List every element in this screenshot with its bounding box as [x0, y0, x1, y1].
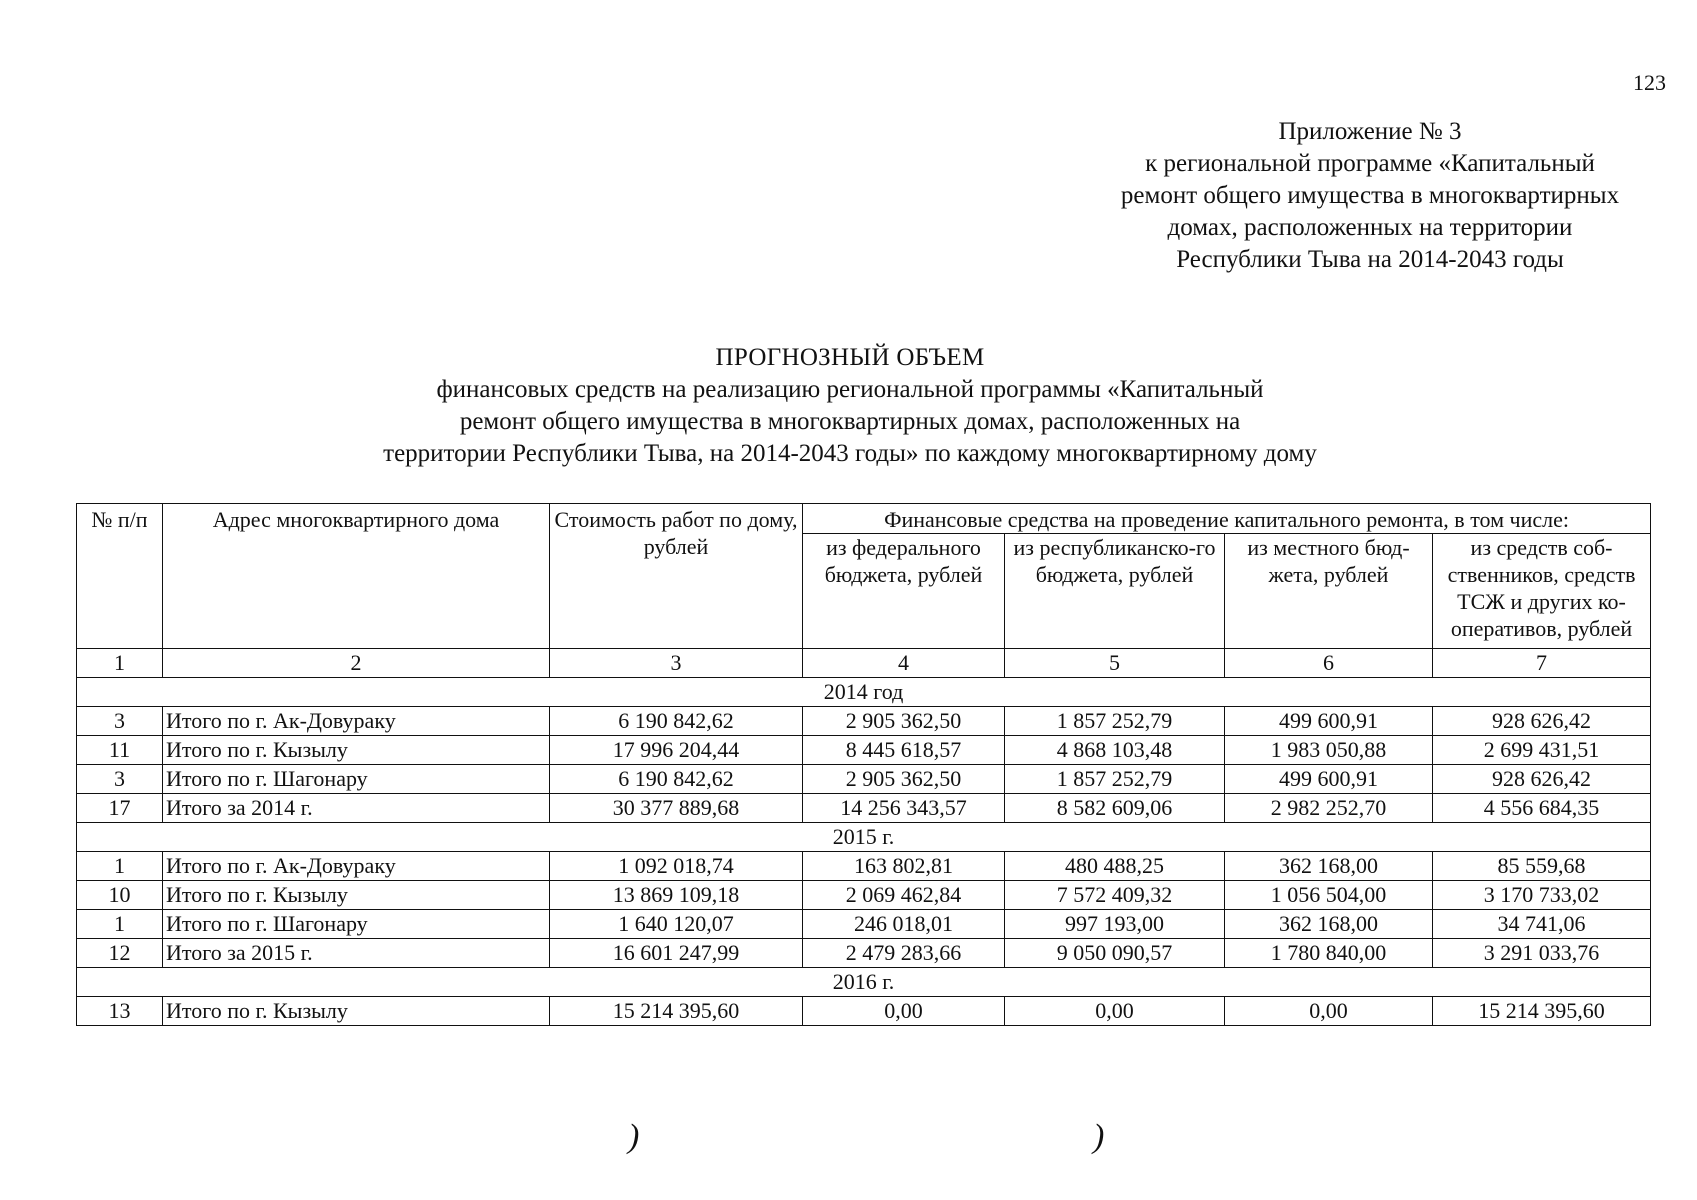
cell-republic: 7 572 409,32	[1005, 881, 1225, 910]
year-label: 2015 г.	[77, 823, 1651, 852]
cell-republic: 1 857 252,79	[1005, 707, 1225, 736]
cell-count: 17	[77, 794, 163, 823]
cell-federal: 2 905 362,50	[803, 707, 1005, 736]
table-row	[77, 852, 1651, 881]
cell-owners: 4 556 684,35	[1433, 794, 1651, 823]
cell-federal: 14 256 343,57	[803, 794, 1005, 823]
cell-owners: 15 214 395,60	[1433, 997, 1651, 1026]
header-owners: из средств соб-ственников, средств ТСЖ и других ко-оперативов, рублей	[1433, 534, 1651, 649]
cell-count: 1	[77, 852, 163, 881]
appendix-line: ремонт общего имущества в многоквартирных	[1120, 182, 1620, 209]
cell-owners: 928 626,42	[1433, 707, 1651, 736]
cell-republic: 0,00	[1005, 997, 1225, 1026]
cell-owners: 2 699 431,51	[1433, 736, 1651, 765]
cell-federal: 2 069 462,84	[803, 881, 1005, 910]
table-row	[77, 881, 1651, 910]
title-line: финансовых средств на реализацию региональной программы «Капитальный	[436, 376, 1264, 403]
table-row-total	[77, 794, 1651, 823]
cell-cost: 13 869 109,18	[550, 881, 803, 910]
cell-owners: 85 559,68	[1433, 852, 1651, 881]
header-financing: Финансовые средства на проведение капитального ремонта, в том числе:	[803, 504, 1651, 534]
cell-count: 13	[77, 997, 163, 1026]
cell-local: 362 168,00	[1225, 910, 1433, 939]
cell-republic: 997 193,00	[1005, 910, 1225, 939]
cell-address: Итого по г. Кызылу	[163, 736, 550, 765]
cell-republic: 4 868 103,48	[1005, 736, 1225, 765]
year-label: 2016 г.	[77, 968, 1651, 997]
cell-federal: 163 802,81	[803, 852, 1005, 881]
cell-republic: 8 582 609,06	[1005, 794, 1225, 823]
table-row-total	[77, 939, 1651, 968]
cell-local: 1 983 050,88	[1225, 736, 1433, 765]
appendix-line: Приложение № 3	[1278, 118, 1462, 145]
cell-local: 499 600,91	[1225, 765, 1433, 794]
year-section-row	[77, 678, 1651, 707]
cell-federal: 2 479 283,66	[803, 939, 1005, 968]
table-row	[77, 910, 1651, 939]
cell-local: 362 168,00	[1225, 852, 1433, 881]
cell-cost: 16 601 247,99	[550, 939, 803, 968]
cell-address: Итого по г. Шагонару	[163, 910, 550, 939]
title-line: ремонт общего имущества в многоквартирных домах, расположенных на	[459, 408, 1241, 435]
cell-federal: 8 445 618,57	[803, 736, 1005, 765]
cell-count: 3	[77, 765, 163, 794]
cell-owners: 34 741,06	[1433, 910, 1651, 939]
appendix-line: Республики Тыва на 2014-2043 годы	[1176, 246, 1564, 273]
appendix-note	[1060, 116, 1680, 276]
cell-local: 0,00	[1225, 997, 1433, 1026]
cell-address: Итого по г. Кызылу	[163, 997, 550, 1026]
cell-address: Итого по г. Кызылу	[163, 881, 550, 910]
appendix-line: домах, расположенных на территории	[1167, 214, 1573, 241]
cell-address: Итого за 2014 г.	[163, 794, 550, 823]
page-number: 123	[1633, 70, 1666, 95]
header-republic: из республиканско-го бюджета, рублей	[1005, 534, 1225, 649]
cell-address: Итого по г. Ак-Довураку	[163, 852, 550, 881]
title-line: территории Республики Тыва, на 2014-2043 годы» по каждому многоквартирному дому	[383, 440, 1317, 467]
cell-owners: 3 291 033,76	[1433, 939, 1651, 968]
cell-owners: 928 626,42	[1433, 765, 1651, 794]
table-row	[77, 997, 1651, 1026]
column-number-row	[77, 649, 1651, 678]
column-number: 4	[803, 649, 1005, 678]
header-federal: из федерального бюджета, рублей	[803, 534, 1005, 649]
cell-address: Итого по г. Шагонару	[163, 765, 550, 794]
cell-count: 3	[77, 707, 163, 736]
table-row	[77, 736, 1651, 765]
column-number: 1	[77, 649, 163, 678]
table-row	[77, 707, 1651, 736]
cell-address: Итого за 2015 г.	[163, 939, 550, 968]
cell-cost: 6 190 842,62	[550, 765, 803, 794]
cell-address: Итого по г. Ак-Довураку	[163, 707, 550, 736]
cell-local: 2 982 252,70	[1225, 794, 1433, 823]
header-address: Адрес многоквартирного дома	[163, 504, 550, 649]
header-no: № п/п	[77, 504, 163, 649]
cell-owners: 3 170 733,02	[1433, 881, 1651, 910]
cell-count: 12	[77, 939, 163, 968]
cell-cost: 1 092 018,74	[550, 852, 803, 881]
cell-local: 1 056 504,00	[1225, 881, 1433, 910]
cell-federal: 246 018,01	[803, 910, 1005, 939]
cell-republic: 480 488,25	[1005, 852, 1225, 881]
cell-republic: 1 857 252,79	[1005, 765, 1225, 794]
cell-local: 1 780 840,00	[1225, 939, 1433, 968]
year-section-row	[77, 823, 1651, 852]
column-number: 3	[550, 649, 803, 678]
column-number: 2	[163, 649, 550, 678]
cell-federal: 0,00	[803, 997, 1005, 1026]
appendix-line: к региональной программе «Капитальный	[1145, 150, 1595, 177]
financing-table	[76, 503, 1651, 1026]
cell-cost: 1 640 120,07	[550, 910, 803, 939]
document-title	[230, 342, 1470, 470]
header-local: из местного бюд-жета, рублей	[1225, 534, 1433, 649]
cell-republic: 9 050 090,57	[1005, 939, 1225, 968]
cell-count: 11	[77, 736, 163, 765]
cell-local: 499 600,91	[1225, 707, 1433, 736]
cell-count: 1	[77, 910, 163, 939]
signature-mark: )	[628, 1118, 640, 1155]
column-number: 5	[1005, 649, 1225, 678]
cell-cost: 15 214 395,60	[550, 997, 803, 1026]
cell-cost: 6 190 842,62	[550, 707, 803, 736]
year-label: 2014 год	[77, 678, 1651, 707]
cell-cost: 17 996 204,44	[550, 736, 803, 765]
signature-mark: )	[1093, 1118, 1105, 1155]
header-cost: Стоимость работ по дому, рублей	[550, 504, 803, 649]
title-main: ПРОГНОЗНЫЙ ОБЪЕМ	[715, 344, 985, 371]
column-number: 6	[1225, 649, 1433, 678]
table-row	[77, 765, 1651, 794]
cell-federal: 2 905 362,50	[803, 765, 1005, 794]
column-number: 7	[1433, 649, 1651, 678]
year-section-row	[77, 968, 1651, 997]
cell-count: 10	[77, 881, 163, 910]
cell-cost: 30 377 889,68	[550, 794, 803, 823]
